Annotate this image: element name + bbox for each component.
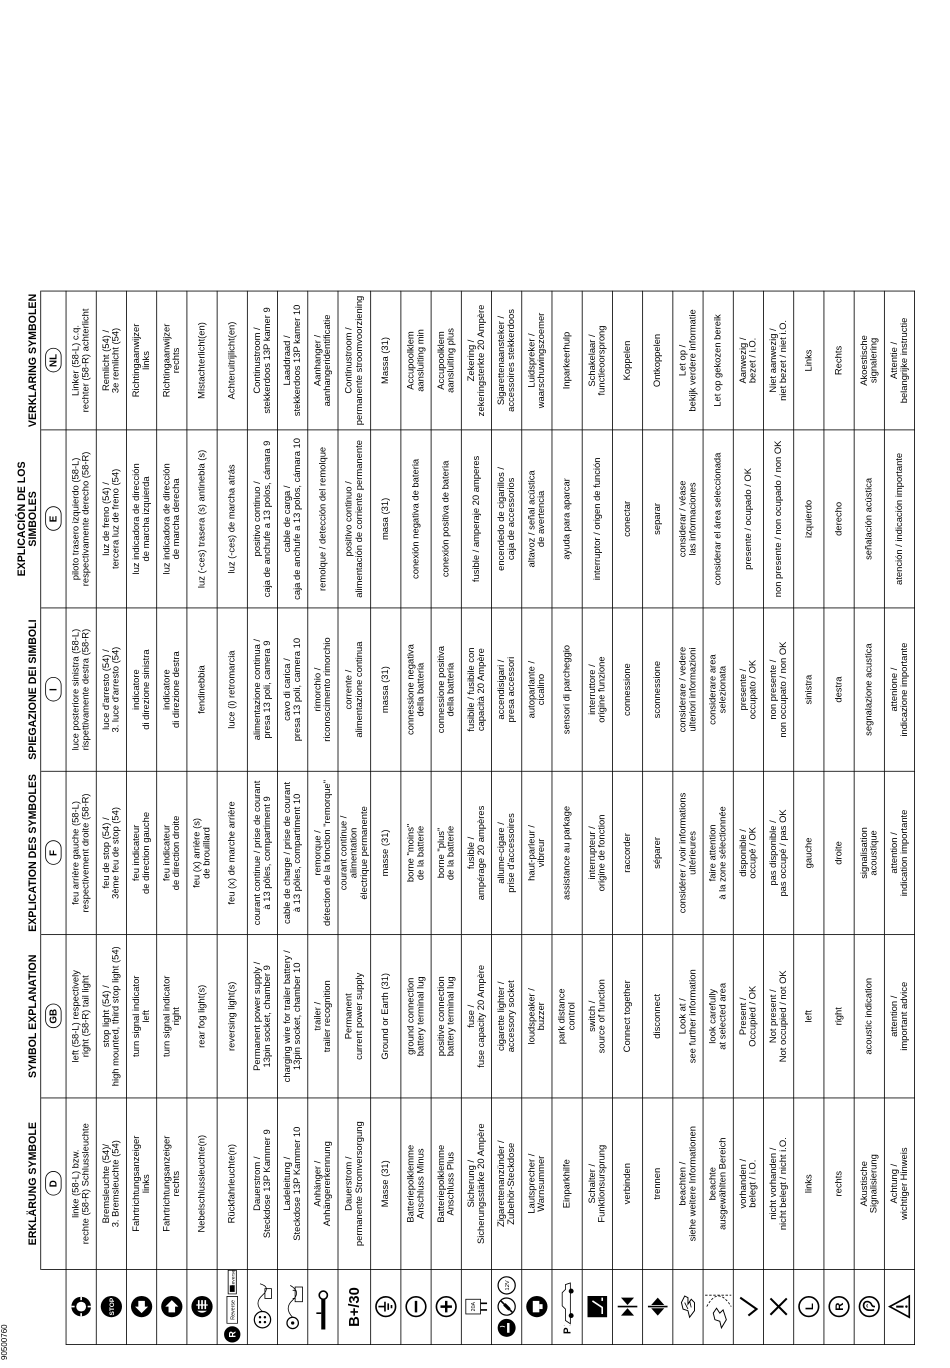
symbol-cell	[308, 1269, 338, 1344]
description-f: feu indicateur de direction droite	[157, 771, 187, 934]
description-nl: Aanwezig / bezet / i.O.	[734, 291, 764, 430]
description-f: borne "plus" de la batterie	[431, 771, 461, 934]
right-circle-icon	[828, 1296, 851, 1319]
description-f: cable de charge / prise de courant à 13 pôles, compartiment 10	[278, 771, 308, 934]
description-e: considerar el área seleccionada	[703, 430, 733, 608]
r-letter: R	[227, 1331, 238, 1339]
description-nl: Aanhanger / aanhangeridentificatie	[308, 291, 338, 430]
description-f: allume-cigare / prise d'accessoires	[492, 771, 522, 934]
table-row	[431, 291, 461, 1345]
badge-cell-nl	[41, 291, 66, 430]
description-i: autoparlante / cicalino	[522, 608, 552, 771]
description-e: conexión negativa de bateria	[401, 430, 431, 608]
description-e: luz indicadora de dirección de marcha izquierda	[127, 430, 157, 608]
description-e: atención / indicación importante	[885, 430, 915, 608]
description-de: Lautsprecher / Warnsummer	[522, 1098, 552, 1270]
cross-icon	[767, 1295, 790, 1320]
language-badge: F	[45, 841, 61, 866]
description-f: signalisation acoustique	[854, 771, 884, 934]
description-e: luz indicadora de dirección de marcha derecha	[157, 430, 187, 608]
description-f: séparer	[643, 771, 673, 934]
header-title-de: ERKLÄRUNG SYMBOLE	[15, 1098, 41, 1270]
description-gb: disconnect	[643, 935, 673, 1098]
description-gb: left (58-L) respectively right (58-R) tail light	[66, 935, 96, 1098]
description-gb: Connect together	[613, 935, 643, 1098]
table-row	[96, 291, 126, 1345]
description-e: ayuda para aparcar	[552, 430, 582, 608]
description-e: positivo continuo / alimentación de corriente permanente	[338, 430, 371, 608]
symbol-cell	[522, 1269, 552, 1344]
description-i: connessione positiva della batteria	[431, 608, 461, 771]
buzzer-icon	[526, 1295, 549, 1320]
description-de: Batteriepolklemme Anschluss Plus	[431, 1098, 461, 1270]
description-f: borne "moins" de la batterie	[401, 771, 431, 934]
description-de: beachte ausgewählten Bereich	[703, 1098, 733, 1270]
table-row	[492, 291, 522, 1345]
symbol-column-header	[15, 1269, 41, 1344]
symbol-cell	[431, 1269, 461, 1344]
description-gb: rear fog light(s)	[187, 935, 217, 1098]
left-circle-icon	[798, 1296, 821, 1319]
description-i: considerare / vedere ulteriori informazioni	[673, 608, 703, 771]
description-e: piloto trasero izquierdo (58-L) respectivamente derecho (58-R)	[66, 430, 96, 608]
description-de: Sicherung / Sicherungsstärke 20 Ampère	[462, 1098, 492, 1270]
description-f: haut-parleur / vibreur	[522, 771, 552, 934]
description-gb: stop light (54) / high mounted, third stop light (54)	[96, 935, 126, 1098]
badge-cell-i	[41, 608, 66, 771]
description-i: cavo di carica / presa 13 poli, camera 10	[278, 608, 308, 771]
description-nl: Let op / bekijk verdere informatie	[673, 291, 703, 430]
badge-cell-de	[41, 1098, 66, 1270]
l-letter: L	[804, 1303, 817, 1311]
badge-row	[41, 291, 66, 1345]
description-de: Nebelschlussleuchte(n)	[187, 1098, 217, 1270]
language-badge: NL	[45, 348, 61, 373]
description-gb: acoustic indication	[854, 935, 884, 1098]
header-title-e: EXPLICACIÓN DE LOS SIMBOLES	[15, 430, 41, 608]
symbol-cell	[643, 1269, 673, 1344]
symbol-cell	[66, 1269, 96, 1344]
table-row	[643, 291, 673, 1345]
description-de: links	[794, 1098, 824, 1270]
description-i: sensori di parcheggio	[552, 608, 582, 771]
symbol-cell	[127, 1269, 157, 1344]
symbol-table	[15, 291, 915, 1345]
description-f: feu de stop (54) / 3ème feu de stop (54)	[96, 771, 126, 934]
table-row	[794, 291, 824, 1345]
description-nl: Richtingaanwijzer rechts	[157, 291, 187, 430]
description-e: considerar / véase las informaciones	[673, 430, 703, 608]
description-e: señalación acústica	[854, 430, 884, 608]
badge-cell-e	[41, 430, 66, 608]
description-gb: switch / source of function	[582, 935, 612, 1098]
symbol-cell	[492, 1269, 522, 1344]
minus-terminal-icon	[405, 1296, 428, 1319]
description-i: fusibile / fusibile con capacità 20 Ampère	[462, 608, 492, 771]
ear-icon	[858, 1296, 881, 1319]
description-e: presente / ocupado / OK	[734, 430, 764, 608]
description-de: Batteriepolklemme Anschluss Minus	[401, 1098, 431, 1270]
table-row	[673, 291, 703, 1345]
symbol-cell	[278, 1269, 308, 1344]
badge-blank	[41, 1269, 66, 1344]
description-f: feu (x) arrière (s) de brouillard	[187, 771, 217, 934]
description-de: rechts	[824, 1098, 854, 1270]
description-de: Fahrtrichtungsanzeiger links	[127, 1098, 157, 1270]
warning-icon	[888, 1295, 911, 1320]
description-i: massa (31)	[371, 608, 401, 771]
table-row	[703, 291, 733, 1345]
description-nl: Luidspreker / waarschuwingszoemer	[522, 291, 552, 430]
description-gb: attention / important advice	[885, 935, 915, 1098]
description-e: izquierdo	[794, 430, 824, 608]
table-row	[127, 291, 157, 1345]
rotated-table-wrapper	[15, 291, 910, 1345]
description-gb: Ground or Earth (31)	[371, 935, 401, 1098]
socket-chamber-10-icon	[280, 1283, 305, 1332]
document-number: 90500760	[0, 1324, 9, 1360]
symbol-cell	[462, 1269, 492, 1344]
description-gb: trailer / trailer recognition	[308, 935, 338, 1098]
description-nl: Koppelen	[613, 291, 643, 430]
table-row	[734, 291, 764, 1345]
symbol-cell	[885, 1269, 915, 1344]
language-badge: GB	[45, 1004, 61, 1029]
description-gb: ground connection battery terminal lug	[401, 935, 431, 1098]
table-row	[764, 291, 794, 1345]
symbol-cell	[824, 1269, 854, 1344]
description-f: disponible / occupé / OK	[734, 771, 764, 934]
description-i: indicatore di direzione sinistra	[127, 608, 157, 771]
cigarette-lighter-icon	[497, 1270, 517, 1344]
description-nl: Accupoolklem aansluiting plus	[431, 291, 461, 430]
description-f: feu arrière gauche (58-L) respectivement droite (58-R)	[66, 771, 96, 934]
description-nl: Richtingaanwijzer links	[127, 291, 157, 430]
description-nl: Massa (31)	[371, 291, 401, 430]
description-gb: Permanent current power supply	[338, 935, 371, 1098]
symbol-cell	[734, 1269, 764, 1344]
description-gb: Permanent power supply / 13pin socket, chamber 9	[247, 935, 277, 1098]
symbol-cell	[582, 1269, 612, 1344]
symbol-cell	[552, 1269, 582, 1344]
table-row	[308, 291, 338, 1345]
description-f: assistance au parkage	[552, 771, 582, 934]
description-nl: Achteruitrijlicht(en)	[217, 291, 247, 430]
description-de: Akustische Signalisierung	[854, 1098, 884, 1270]
tail-light-icon	[70, 1296, 93, 1319]
table-row	[552, 291, 582, 1345]
description-i: connessione negativa della batteria	[401, 608, 431, 771]
description-i: accendisigari / presa accessori	[492, 608, 522, 771]
symbol-cell	[854, 1269, 884, 1344]
description-de: Zigarettenanzünder / Zubehör-Steckdose	[492, 1098, 522, 1270]
description-gb: positive connection battery terminal lug	[431, 935, 461, 1098]
arrow-left-icon	[130, 1296, 153, 1319]
description-gb: park distance control	[552, 935, 582, 1098]
description-e: remolque / detección del remolque	[308, 430, 338, 608]
description-f: fusible / ampérage 20 ampères	[462, 771, 492, 934]
description-nl: Let op gekozen bereik	[703, 291, 733, 430]
description-de: Achtung / wichtiger Hinweis	[885, 1098, 915, 1270]
description-nl: Mistachterlicht(en)	[187, 291, 217, 430]
symbol-cell	[613, 1269, 643, 1344]
symbol-cell	[217, 1269, 247, 1344]
language-badge: I	[45, 677, 61, 702]
table-row	[187, 291, 217, 1345]
table-row	[371, 291, 401, 1345]
table-row	[278, 291, 308, 1345]
fuse-icon	[464, 1270, 489, 1344]
description-de: beachten / siehe weitere Informationen	[673, 1098, 703, 1270]
language-badge: D	[45, 1171, 61, 1196]
symbol-cell	[247, 1269, 277, 1344]
description-nl: Inparkeerhulp	[552, 291, 582, 430]
description-de: Schalter / Funktionsursprung	[582, 1098, 612, 1270]
description-e: conectar	[613, 430, 643, 608]
description-gb: cigarette lighter / accessory socket	[492, 935, 522, 1098]
description-e: separar	[643, 430, 673, 608]
description-i: alimentazione continua / presa 13 poli, camera 9	[247, 608, 277, 771]
description-f: feu indicateur de direction gauche	[127, 771, 157, 934]
description-nl: Schakelaar / functieoorsprong	[582, 291, 612, 430]
description-de: Rückfahrleuchte(n)	[217, 1098, 247, 1270]
symbol-cell	[703, 1269, 733, 1344]
description-nl: Laaddraad / stekkerdoos 13P kamer 10	[278, 291, 308, 430]
description-f: courant continue / prise de courant à 13 pôles, compartiment 9	[247, 771, 277, 934]
description-i: sconnessione	[643, 608, 673, 771]
description-i: attenione / indicazione importante	[885, 608, 915, 771]
description-de: Einparkhilfe	[552, 1098, 582, 1270]
description-i: destra	[824, 608, 854, 771]
description-gb: charging wire for trailer battery / 13pin socket, chamber 10	[278, 935, 308, 1098]
description-i: interruttore / origine funzione	[582, 608, 612, 771]
description-de: Ladeleitung / Steckdose 13P Kammer 10	[278, 1098, 308, 1270]
symbol-cell	[673, 1269, 703, 1344]
description-e: conexión positiva de bateria	[431, 430, 461, 608]
description-de: vorhanden / belegt / i.O.	[734, 1098, 764, 1270]
symbol-cell	[764, 1269, 794, 1344]
description-e: altavoz / señal acústica de avertencia	[522, 430, 552, 608]
table-row	[582, 291, 612, 1345]
table-row	[462, 291, 492, 1345]
plus-terminal-icon	[435, 1296, 458, 1319]
description-e: non presente / non ocupado / non OK	[764, 430, 794, 608]
description-e: luz de freno (54) / tercera luz de freno (54)	[96, 430, 126, 608]
connect-icon	[616, 1295, 639, 1320]
description-nl: Sigarettenaansteker / accessoires stekkerdoos	[492, 291, 522, 430]
description-i: connessione	[613, 608, 643, 771]
description-nl: Linker (58-L) c.q. rechter (58-R) achterlicht	[66, 291, 96, 430]
description-f: faire attention à la zone sélectionnée	[703, 771, 733, 934]
description-f: considérer / voir informations ultérieures	[673, 771, 703, 934]
table-row	[338, 291, 371, 1345]
badge-cell-f	[41, 771, 66, 934]
description-f: courant continue / alimentation électrique permanente	[338, 771, 371, 934]
ground-icon	[375, 1296, 398, 1319]
check-icon	[737, 1295, 760, 1320]
description-e: encendedo de cigarillos / caja de accessorios	[492, 430, 522, 608]
description-e: luz (-ces) trasera (s) antinebla (s)	[187, 430, 217, 608]
table-row	[247, 291, 277, 1345]
language-badge: E	[45, 507, 61, 532]
reverse-light-icon	[223, 1270, 241, 1344]
description-f: gauche	[794, 771, 824, 934]
header-title-i: SPIEGAZIONE DEI SIMBOLI	[15, 608, 41, 771]
table-row	[885, 291, 915, 1345]
table-row	[613, 291, 643, 1345]
description-nl: Zekering / zekeringsterkte 20 Ampère	[462, 291, 492, 430]
description-de: nicht vorhanden / nicht belegt / nicht i.O.	[764, 1098, 794, 1270]
symbol-cell	[338, 1269, 371, 1344]
description-i: corrente / alimentazione continua	[338, 608, 371, 771]
fog-light-icon	[191, 1296, 214, 1319]
description-gb: turn signal indicator right	[157, 935, 187, 1098]
table-row	[157, 291, 187, 1345]
r-letter: R	[834, 1302, 847, 1312]
description-de: Bremsleuchte (54)/ 3. Bremsleuchte (54)	[96, 1098, 126, 1270]
description-i: considerare area selezionata	[703, 608, 733, 771]
description-i: presente / occupato / OK	[734, 608, 764, 771]
description-i: segnalazione acustica	[854, 608, 884, 771]
description-f: pas disponible / pas occupé / pas OK	[764, 771, 794, 934]
description-gb: Not present / Not occupied / not OK	[764, 935, 794, 1098]
description-e: positivo continuo / caja de anchufe a 13 polos, cámara 9	[247, 430, 277, 608]
description-nl: Continustroom / permanente stroomvoorziening	[338, 291, 371, 430]
volt-label: 12V	[505, 1280, 512, 1291]
title-row	[15, 291, 41, 1345]
description-f: attention / indication importante	[885, 771, 915, 934]
description-gb: right	[824, 935, 854, 1098]
description-nl: Attentie / belangrijke instructie	[885, 291, 915, 430]
description-gb: turn signal indicator left	[127, 935, 157, 1098]
description-f: masse (31)	[371, 771, 401, 934]
description-f: interrupteur / origine de fonction	[582, 771, 612, 934]
description-e: interruptor / origen de función	[582, 430, 612, 608]
description-de: verbinden	[613, 1098, 643, 1270]
amp-label: 20A	[471, 1302, 478, 1312]
description-e: derecho	[824, 430, 854, 608]
reverse-label-2: Reverse	[231, 1270, 237, 1289]
table-row	[522, 291, 552, 1345]
description-de: trennen	[643, 1098, 673, 1270]
switch-icon	[586, 1295, 609, 1320]
description-de: Dauerstrom / Steckdose 13P Kammer 9	[247, 1098, 277, 1270]
battery-plus-30-label: B+/30	[345, 1287, 363, 1327]
description-e: masa (31)	[371, 430, 401, 608]
description-i: luce (i) retromarcia	[217, 608, 247, 771]
description-de: Fahrtrichtungsanzeiger rechts	[157, 1098, 187, 1270]
description-nl: Links	[794, 291, 824, 430]
description-f: droite	[824, 771, 854, 934]
description-gb: left	[794, 935, 824, 1098]
description-f: raccorder	[613, 771, 643, 934]
disconnect-icon	[647, 1295, 670, 1320]
reverse-label: Reverse	[230, 1300, 237, 1321]
description-de: linke (58-L) bzw. rechte (58-R) Schlussleuchte	[66, 1098, 96, 1270]
park-distance-icon	[559, 1270, 575, 1344]
description-gb: Look at / see further information	[673, 935, 703, 1098]
symbol-cell	[187, 1269, 217, 1344]
trailer-hitch-icon	[313, 1283, 333, 1332]
description-i: luce d'arresto (54) / 3. luce d'arresto (54)	[96, 608, 126, 771]
description-gb: look carefully at selected area	[703, 935, 733, 1098]
header-title-f: EXPLICATION DES SYMBOLES	[15, 771, 41, 934]
selected-area-icon	[704, 1283, 733, 1332]
description-gb: reversing light(s)	[217, 935, 247, 1098]
table-row	[66, 291, 96, 1345]
table-row	[401, 291, 431, 1345]
description-i: luce posteriore sinistra (58-L) rispettivamente destra (58-R)	[66, 608, 96, 771]
pointing-hand-icon	[677, 1293, 700, 1321]
symbol-cell	[794, 1269, 824, 1344]
symbol-cell	[401, 1269, 431, 1344]
stop-label: STOP	[108, 1298, 116, 1316]
symbol-cell	[371, 1269, 401, 1344]
socket-chamber-9-icon	[250, 1283, 275, 1332]
description-e: cable de carga / caja de anchufe a 13 polos, cámara 10	[278, 430, 308, 608]
description-nl: Rechts	[824, 291, 854, 430]
description-de: Anhänger / Anhängererkennung	[308, 1098, 338, 1270]
table-row	[824, 291, 854, 1345]
description-gb: loudspeaker / buzzer	[522, 935, 552, 1098]
description-nl: Accupoolklem aansluiting min	[401, 291, 431, 430]
description-nl: Ontkoppelen	[643, 291, 673, 430]
description-i: non presente / non occupato / non OK	[764, 608, 794, 771]
park-letter: P	[561, 1327, 573, 1334]
description-gb: fuse / fuse capacity 20 Ampère	[462, 935, 492, 1098]
symbol-cell	[157, 1269, 187, 1344]
symbol-cell	[96, 1269, 126, 1344]
description-de: Masse (31)	[371, 1098, 401, 1270]
stop-icon	[100, 1270, 123, 1344]
description-e: luz (-ces) de marcha atrás	[217, 430, 247, 608]
header-title-nl: VERKLARING SYMBOLEN	[15, 291, 41, 430]
header-title-gb: SYMBOL EXPLANATION	[15, 935, 41, 1098]
description-f: remorque / détection de la fonction "remorque"	[308, 771, 338, 934]
table-row	[217, 291, 247, 1345]
description-gb: Present / Occupied / OK	[734, 935, 764, 1098]
arrow-right-icon	[160, 1296, 183, 1319]
description-de: Dauerstrom / permanente Stromversorgung	[338, 1098, 371, 1270]
description-nl: Niet aanwezig / niet bezet / niet i.O.	[764, 291, 794, 430]
description-nl: Remlicht (54) / 3e remlicht (54)	[96, 291, 126, 430]
symbol-table-body	[66, 291, 915, 1345]
description-i: fendinebbia	[187, 608, 217, 771]
badge-cell-gb	[41, 935, 66, 1098]
description-i: sinistra	[794, 608, 824, 771]
description-nl: Akoestische signalering	[854, 291, 884, 430]
description-nl: Continustroom / stekkerdoos 13P kamer 9	[247, 291, 277, 430]
description-f: feu (x) de marche arrière	[217, 771, 247, 934]
description-i: indicatore di direzione destra	[157, 608, 187, 771]
description-i: rimorchio / riconoscimento rimorchio	[308, 608, 338, 771]
description-e: fusible / amperaje 20 amperes	[462, 430, 492, 608]
table-row	[854, 291, 884, 1345]
